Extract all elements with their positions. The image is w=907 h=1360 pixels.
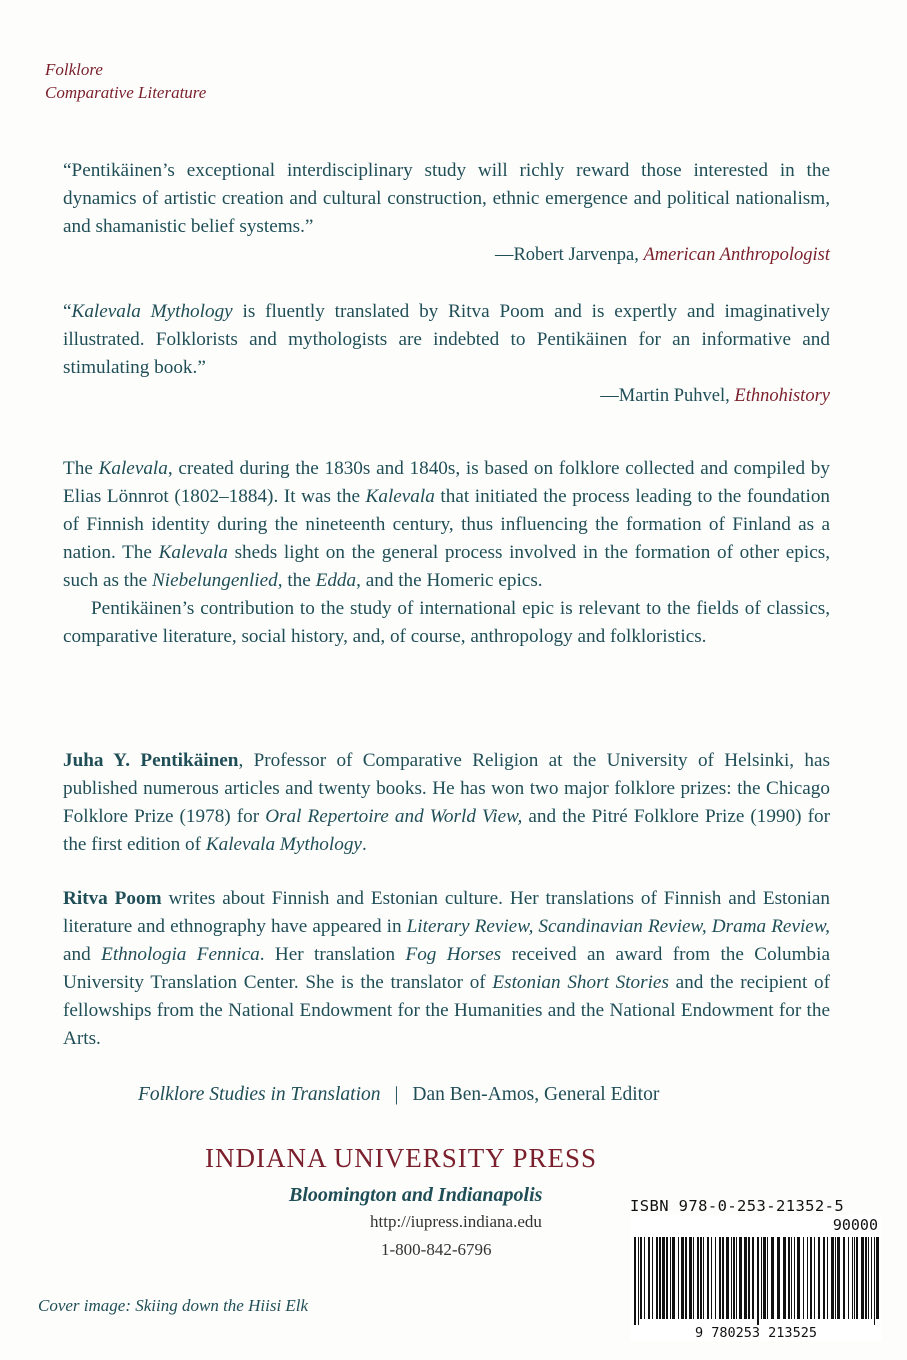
barcode-bar [807, 1237, 808, 1319]
barcode-bar [697, 1237, 699, 1319]
text-span: The [63, 458, 99, 479]
barcode-bar [752, 1237, 754, 1319]
subject-folklore: Folklore [45, 60, 103, 79]
barcode-bar [659, 1237, 661, 1319]
description-paragraph-1 [63, 455, 830, 595]
barcode-bar [672, 1237, 675, 1319]
barcode-bar [771, 1237, 774, 1319]
author-bio-text [63, 747, 830, 859]
open-quote: “ [63, 301, 72, 322]
barcode-bar [861, 1237, 864, 1319]
niebelungenlied-title: Niebelungenlied [152, 570, 278, 591]
journal-titles: Literary Review, Scandinavian Review, Drama Review, [406, 916, 830, 937]
barcode-bar [788, 1237, 790, 1319]
barcode-bar [837, 1237, 840, 1319]
barcode-bar [814, 1237, 815, 1319]
work-title: Estonian Short Stories [492, 972, 669, 993]
series-separator: | [394, 1084, 399, 1105]
translator-bio [63, 885, 830, 1053]
barcode-bar [666, 1237, 668, 1319]
barcode-bar [736, 1237, 737, 1319]
barcode-bar [777, 1237, 780, 1319]
text-span: writes about Finnish and Estonian culture. Her translations of Finnish and Estonian literature and ethnography have appeared in [63, 888, 830, 937]
barcode-bar [874, 1237, 875, 1325]
kalevala-title: Kalevala [98, 458, 168, 479]
barcode-bar [748, 1237, 750, 1319]
journal-title: Ethnologia Fennica [101, 944, 260, 965]
barcode-bar [733, 1237, 735, 1319]
series-name: Folklore Studies in Translation [138, 1084, 381, 1105]
publisher-url: http://iupress.indiana.edu [370, 1212, 542, 1231]
barcode-bar [662, 1237, 665, 1319]
barcode-bar [703, 1237, 704, 1319]
book-title: Kalevala Mythology [71, 301, 233, 322]
barcode-bar [783, 1237, 786, 1319]
barcode-bar [634, 1237, 636, 1325]
description-paragraph-2: Pentikäinen’s contribution to the study of international epic is relevant to the fields of classics, comparative literature, social history, and, of course, anthropology and folkloristics. [63, 598, 830, 647]
text-span: , created during the 1830s and 1840s, is based on folklore collected and compiled by Elias Lönnrot (1802–1884). It was the [63, 458, 830, 507]
barcode-bar [810, 1237, 812, 1319]
barcode-bar [852, 1237, 853, 1319]
publisher-phone: 1-800-842-6796 [381, 1240, 492, 1259]
review-quote-puhvel [63, 298, 830, 410]
work-title: Kalevala Mythology [205, 834, 362, 855]
subject-comparative-literature: Comparative Literature [45, 83, 207, 102]
text-span: , Professor of Comparative Religion at the University of Helsinki, has published numerous articles and twenty books. He has won two major folklore prizes: the Chicago Folklore Prize (1978) for [63, 750, 831, 827]
barcode-bar [794, 1237, 795, 1319]
quote-text [63, 298, 830, 382]
barcode-bar [640, 1237, 642, 1319]
barcode-bar [685, 1237, 687, 1319]
barcode-bar [739, 1237, 742, 1319]
barcode-bar [868, 1237, 869, 1319]
text-span: that initiated the process leading to the foundation of Finnish identity during the nineteenth century, thus influencing the formation of Finland as a nation. The [63, 486, 831, 563]
barcode-bar [726, 1237, 729, 1319]
text-span: , and the Homeric epics. [356, 570, 543, 591]
barcode-digits: 9 780253 213525 [695, 1325, 817, 1341]
text-span: and the Pitré Folklore Prize (1990) for the first edition of [63, 806, 830, 855]
barcode-bar [700, 1237, 702, 1319]
barcode-bar [681, 1237, 684, 1319]
quote-source: American Anthropologist [643, 245, 830, 265]
barcode-bar [803, 1237, 804, 1319]
barcode-bar [761, 1237, 762, 1319]
barcode-bar [715, 1237, 716, 1319]
text-span: and [63, 944, 102, 965]
work-title: Fog Horses [405, 944, 502, 965]
edda-title: Edda [315, 570, 357, 591]
barcode-bar [831, 1237, 834, 1319]
barcode-bar [797, 1237, 800, 1319]
text-span: sheds light on the general process involved in the formation of other epics, such as the [63, 542, 830, 591]
price-code: 90000 [832, 1216, 878, 1234]
series-editor: Dan Ben-Amos, General Editor [412, 1084, 660, 1105]
translator-bio-text [63, 885, 830, 1053]
barcode-bar [876, 1237, 879, 1319]
barcode-bar [652, 1237, 653, 1319]
barcode-bar [707, 1237, 709, 1319]
barcode-bar [871, 1237, 872, 1319]
kalevala-title: Kalevala [158, 542, 228, 563]
barcode-bar [656, 1237, 658, 1319]
text-span: , the [277, 570, 316, 591]
barcode-bar [854, 1237, 855, 1319]
barcode-bar [823, 1237, 825, 1319]
author-bio [63, 747, 830, 859]
quote-author: —Martin Puhvel, [600, 386, 730, 406]
barcode-bar [731, 1237, 732, 1319]
book-description [63, 455, 830, 651]
barcode-bar [678, 1237, 679, 1319]
barcode-bar [856, 1237, 858, 1319]
barcode-bar [719, 1237, 721, 1319]
barcode-bar [693, 1237, 694, 1319]
work-title: Oral Repertoire and World View, [265, 806, 523, 827]
barcode-bar [648, 1237, 650, 1319]
quote-attribution [63, 241, 830, 269]
quote-rest: is fluently translated by Ritva Poom and is expertly and imaginatively illustrated. Folklorists and mythologists are indebted to Pentikäinen for an informative and stimulating book.” [63, 301, 830, 378]
series-line [138, 1084, 659, 1106]
subject-categories [45, 58, 206, 104]
barcode-bar [767, 1237, 768, 1319]
barcode-icon [630, 1215, 882, 1341]
barcode-bar [818, 1237, 820, 1319]
quote-text: “Pentikäinen’s exceptional interdisciplinary study will richly reward those interested in the dynamics of artistic creation and cultural construction, ethnic emergence and political nationalism, and shamanistic belief systems.” [63, 160, 830, 237]
author-name: Juha Y. Pentikäinen [63, 750, 239, 771]
barcode-bar [835, 1237, 836, 1319]
barcode-bar [711, 1237, 712, 1319]
barcode-bar [757, 1237, 759, 1325]
barcode-bar [689, 1237, 692, 1319]
review-quote-jarvenpa [63, 157, 830, 269]
barcode-bar [722, 1237, 724, 1319]
text-span: received an award from the Columbia University Translation Center. She is the translator of [63, 944, 830, 993]
barcode-bar [644, 1237, 645, 1319]
publisher-name: INDIANA UNIVERSITY PRESS [205, 1143, 598, 1173]
publisher-place: Bloomington and Indianapolis [289, 1184, 543, 1206]
barcode-bar [744, 1237, 747, 1319]
barcode-bar [848, 1237, 849, 1319]
translator-name: Ritva Poom [63, 888, 162, 909]
barcode-bar [670, 1237, 671, 1319]
quote-author: —Robert Jarvenpa, [494, 245, 639, 265]
quote-source: Ethnohistory [734, 386, 830, 406]
cover-credit: Cover image: Skiing down the Hiisi Elk [38, 1296, 309, 1315]
kalevala-title: Kalevala [365, 486, 435, 507]
barcode-bar [843, 1237, 845, 1319]
text-span: . Her translation [259, 944, 406, 965]
barcode-bar [865, 1237, 867, 1319]
barcode-bar [763, 1237, 766, 1319]
text-span: and the recipient of fellowships from the National Endowment for the Humanities and the National Endowment for the Arts. [63, 972, 831, 1049]
isbn-label: ISBN 978-0-253-21352-5 [630, 1197, 845, 1215]
quote-attribution [63, 382, 830, 410]
barcode-bar [827, 1237, 828, 1319]
text-span: . [361, 834, 367, 855]
barcode-bar [638, 1237, 639, 1325]
barcode-bar [791, 1237, 792, 1319]
